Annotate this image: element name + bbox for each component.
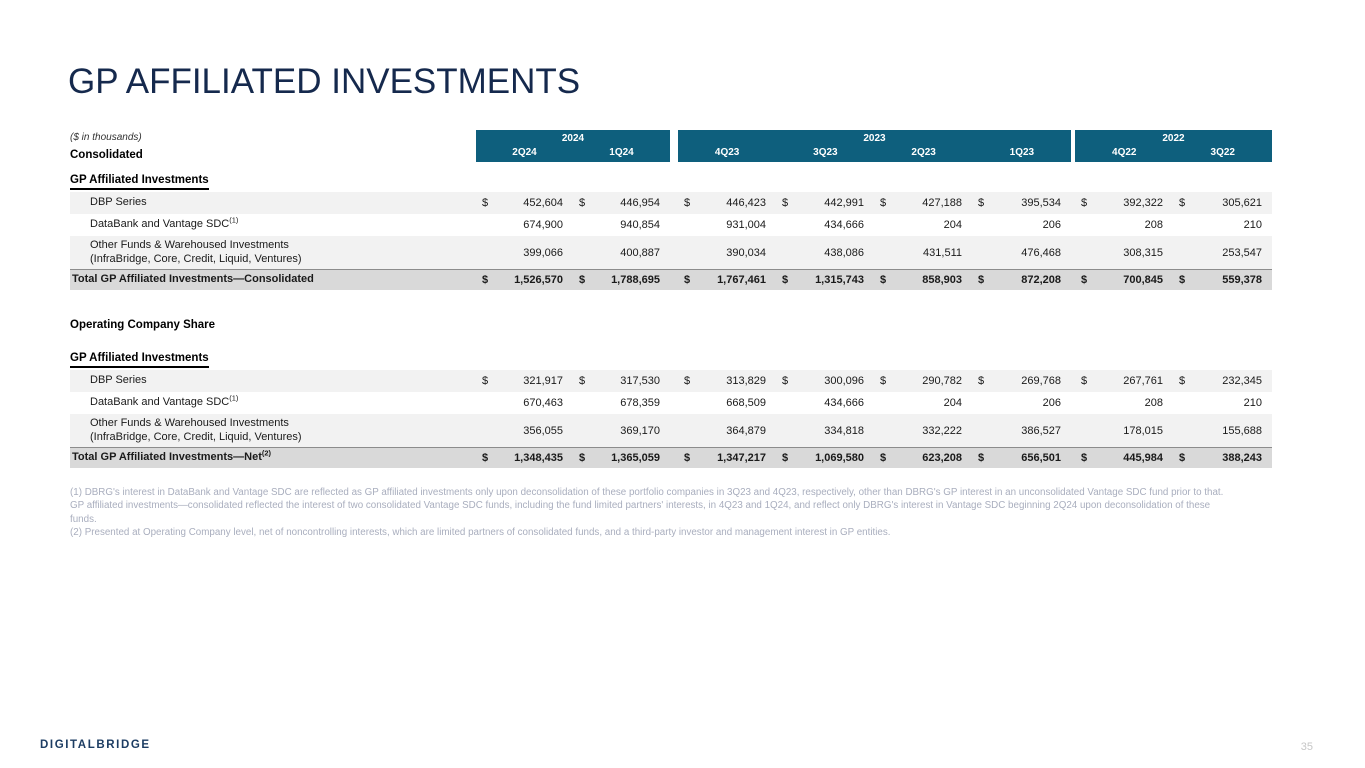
row-label-text: Total GP Affiliated Investments—Consolidated	[72, 273, 314, 286]
value-cell	[874, 192, 972, 214]
quarter-label: 1Q24	[609, 147, 634, 158]
year-label: 2024	[561, 133, 585, 144]
cell-value: 427,188	[922, 197, 962, 209]
value-cell	[972, 270, 1071, 290]
value-cell	[573, 214, 670, 236]
year-groups	[476, 130, 1272, 162]
logo-text-bridge: BRIDGE	[96, 739, 151, 751]
dollar-sign: $	[684, 274, 691, 286]
cell-value: 388,243	[1222, 452, 1262, 464]
value-cell	[874, 236, 972, 269]
value-cell	[678, 370, 776, 392]
dollar-sign: $	[1081, 197, 1088, 209]
header-left	[70, 130, 476, 162]
cell-value: 1,788,695	[611, 274, 660, 286]
cell-value: 1,348,435	[514, 452, 563, 464]
digitalbridge-logo	[40, 739, 151, 751]
value-cell	[1173, 270, 1272, 290]
value-cell	[573, 448, 670, 468]
value-cell	[874, 270, 972, 290]
dollar-sign: $	[482, 274, 489, 286]
dollar-sign: $	[1081, 452, 1088, 464]
value-cell	[1173, 236, 1272, 269]
cell-value: 434,666	[824, 219, 864, 231]
subheader-operating-company: GP Affiliated Investments	[70, 348, 1272, 370]
value-cell	[1075, 414, 1173, 447]
value-cell	[1075, 392, 1173, 414]
table-row	[70, 392, 1272, 414]
cell-value: 290,782	[922, 375, 962, 387]
year-group	[1075, 130, 1272, 162]
cell-value: 1,767,461	[717, 274, 766, 286]
cell-value: 940,854	[620, 219, 660, 231]
cell-value: 1,069,580	[815, 452, 864, 464]
year-group	[476, 130, 670, 162]
row-label: Other Funds & Warehoused Investments (InfraBridge, Core, Credit, Liquid, Ventures)	[90, 416, 302, 443]
row-label	[70, 215, 476, 232]
section-label-consolidated: Consolidated	[70, 149, 143, 161]
value-cell	[476, 192, 573, 214]
cell-value: 210	[1243, 219, 1262, 231]
value-cell	[1173, 370, 1272, 392]
dollar-sign: $	[782, 375, 789, 387]
cell-value: 392,322	[1123, 197, 1163, 209]
dollar-sign: $	[782, 197, 789, 209]
cell-value: 321,917	[523, 375, 563, 387]
value-cell	[972, 192, 1071, 214]
cell-value: 452,604	[523, 197, 563, 209]
value-cell	[1173, 414, 1272, 447]
dollar-sign: $	[978, 197, 985, 209]
quarter-label: 4Q23	[714, 147, 740, 158]
dollar-sign: $	[1179, 375, 1186, 387]
row-label-text: DataBank and Vantage SDC	[90, 218, 230, 231]
cell-value: 313,829	[726, 375, 766, 387]
value-cell	[776, 392, 874, 414]
dollar-sign: $	[482, 375, 489, 387]
value-cell	[573, 236, 670, 269]
value-cell	[972, 370, 1071, 392]
dollar-sign: $	[880, 452, 887, 464]
page-number: 35	[1300, 741, 1313, 753]
cell-value: 210	[1243, 397, 1262, 409]
value-cell	[573, 414, 670, 447]
cell-value: 334,818	[824, 424, 864, 437]
dollar-sign: $	[579, 274, 586, 286]
cell-value: 155,688	[1222, 424, 1262, 437]
cell-value: 204	[943, 219, 962, 231]
cell-value: 206	[1042, 219, 1061, 231]
dollar-sign: $	[1179, 274, 1186, 286]
table-row	[70, 414, 1272, 447]
row-label	[70, 393, 476, 410]
cell-value: 858,903	[922, 274, 962, 286]
row-label-text: Other Funds & Warehoused Investments	[90, 416, 289, 429]
page-title: GP AFFILIATED INVESTMENTS	[68, 62, 581, 101]
value-cell	[573, 192, 670, 214]
total-row	[70, 447, 1272, 468]
quarter-label: 2Q23	[911, 147, 936, 158]
cell-value: 656,501	[1021, 452, 1061, 464]
value-cell	[1173, 448, 1272, 468]
cell-value: 446,954	[620, 197, 660, 209]
value-cell	[1173, 214, 1272, 236]
footnote-ref: (1)	[229, 215, 239, 225]
cell-value: 670,463	[523, 397, 563, 409]
cell-value: 356,055	[523, 424, 563, 437]
cell-value: 438,086	[824, 246, 864, 259]
dollar-sign: $	[1081, 274, 1088, 286]
quarter-labels	[678, 146, 1071, 162]
dollar-sign: $	[579, 375, 586, 387]
value-cell	[776, 448, 874, 468]
value-cell	[678, 392, 776, 414]
table-row	[70, 370, 1272, 392]
row-label: Other Funds & Warehoused Investments (InfraBridge, Core, Credit, Liquid, Ventures)	[90, 238, 302, 265]
row-label-text: DBP Series	[90, 196, 147, 209]
consolidated-rows	[70, 192, 1272, 290]
value-cell	[678, 192, 776, 214]
footnote-ref: (1)	[229, 393, 239, 403]
cell-value: 1,315,743	[815, 274, 864, 286]
value-cell	[1075, 270, 1173, 290]
value-cell	[1075, 448, 1173, 468]
quarter-label: 3Q23	[813, 147, 838, 158]
value-cell	[972, 236, 1071, 269]
table-row	[70, 214, 1272, 236]
quarter-label: 1Q23	[1009, 147, 1035, 158]
cell-value: 364,879	[726, 424, 766, 437]
cell-value: 395,534	[1021, 197, 1061, 209]
cell-value: 386,527	[1021, 424, 1061, 437]
dollar-sign: $	[1081, 375, 1088, 387]
cell-value: 931,004	[726, 219, 766, 231]
footnotes	[70, 486, 1235, 539]
subheader-consolidated: GP Affiliated Investments	[70, 170, 1272, 192]
row-label	[70, 448, 476, 465]
dollar-sign: $	[880, 375, 887, 387]
row-label-text: Total GP Affiliated Investments—Net	[72, 451, 262, 464]
cell-value: 308,315	[1123, 246, 1163, 259]
dollar-sign: $	[1179, 452, 1186, 464]
value-cell	[972, 214, 1071, 236]
value-cell	[776, 270, 874, 290]
value-cell	[776, 370, 874, 392]
cell-value: 399,066	[523, 246, 563, 259]
cell-value: 267,761	[1123, 375, 1163, 387]
dollar-sign: $	[978, 452, 985, 464]
value-cell	[874, 392, 972, 414]
cell-value: 431,511	[923, 246, 962, 259]
value-cell	[776, 192, 874, 214]
dollar-sign: $	[1179, 197, 1186, 209]
cell-value: 400,887	[620, 246, 660, 259]
footnote: (2) Presented at Operating Company level, net of noncontrolling interests, which are limited partners of consolidated funds, and a third-party investor and management interest in GP entities.	[70, 526, 891, 538]
dollar-sign: $	[782, 274, 789, 286]
value-cell	[678, 270, 776, 290]
value-cell	[874, 214, 972, 236]
cell-value: 208	[1144, 397, 1163, 409]
value-cell	[1075, 192, 1173, 214]
quarter-labels	[1075, 146, 1272, 162]
value-cell	[874, 370, 972, 392]
value-cell	[573, 270, 670, 290]
year-label: 2023	[863, 133, 886, 144]
total-row	[70, 269, 1272, 290]
cell-value: 317,530	[620, 375, 660, 387]
dollar-sign: $	[880, 197, 887, 209]
footnote-ref: (2)	[261, 448, 272, 458]
dollar-sign: $	[684, 375, 691, 387]
cell-value: 434,666	[824, 397, 864, 409]
cell-value: 305,621	[1222, 197, 1262, 209]
cell-value: 253,547	[1222, 246, 1262, 259]
cell-value: 332,222	[922, 424, 962, 437]
operating-company-rows	[70, 370, 1272, 468]
cell-value: 445,984	[1123, 452, 1163, 464]
cell-value: 208	[1144, 219, 1163, 231]
section-label-operating-company: Operating Company Share	[70, 319, 216, 331]
value-cell	[1173, 192, 1272, 214]
table-row	[70, 236, 1272, 269]
cell-value: 390,034	[726, 246, 766, 259]
section-gap	[70, 290, 1272, 314]
row-label	[70, 196, 476, 210]
value-cell	[874, 414, 972, 447]
units-note: ($ in thousands)	[70, 132, 142, 143]
quarter-label: 3Q22	[1210, 147, 1235, 158]
value-cell	[573, 370, 670, 392]
value-cell	[476, 236, 573, 269]
cell-value: 446,423	[726, 197, 766, 209]
quarter-labels	[476, 146, 670, 162]
value-cell	[476, 270, 573, 290]
footnote: (1) DBRG's interest in DataBank and Vantage SDC are reflected as GP affiliated investments only upon deconsolidation of these portfolio companies in 3Q23 and 4Q23, respectively, other than DBRG's GP interest in an unconsolidated Vantage SDC fund prior to that. GP affiliated investments—consolidated reflected the interest of two consolidated Vantage SDC funds, including the fund limited partners' interests, in 4Q23 and 1Q24, and reflect only DBRG's interest in Vantage SDC beginning 2Q24 upon deconsolidation of these funds.	[70, 487, 1224, 525]
cell-value: 1,526,570	[514, 274, 563, 286]
row-label	[70, 273, 476, 287]
value-cell	[476, 370, 573, 392]
cell-value: 1,365,059	[611, 452, 660, 464]
cell-value: 476,468	[1021, 246, 1061, 259]
value-cell	[1173, 392, 1272, 414]
cell-value: 300,096	[824, 375, 864, 387]
cell-value: 559,378	[1222, 274, 1262, 286]
year-label: 2022	[1162, 133, 1185, 144]
value-cell	[678, 214, 776, 236]
cell-value: 668,509	[726, 397, 766, 409]
value-cell	[678, 414, 776, 447]
row-label-text: DBP Series	[90, 374, 147, 387]
value-cell	[1075, 236, 1173, 269]
cell-value: 700,845	[1123, 274, 1163, 286]
cell-value: 1,347,217	[717, 452, 766, 464]
table-row	[70, 192, 1272, 214]
row-label	[70, 374, 476, 388]
value-cell	[874, 448, 972, 468]
row-label-text: Other Funds & Warehoused Investments	[90, 238, 289, 251]
dollar-sign: $	[684, 452, 691, 464]
value-cell	[1075, 214, 1173, 236]
dollar-sign: $	[482, 452, 489, 464]
cell-value: 678,359	[620, 397, 660, 409]
dollar-sign: $	[978, 375, 985, 387]
table-header	[70, 130, 1272, 162]
dollar-sign: $	[579, 452, 586, 464]
value-cell	[972, 448, 1071, 468]
quarter-label: 2Q24	[512, 147, 537, 158]
year-group	[678, 130, 1071, 162]
row-label-text: DataBank and Vantage SDC	[90, 396, 230, 409]
value-cell	[476, 392, 573, 414]
value-cell	[776, 214, 874, 236]
dollar-sign: $	[579, 197, 586, 209]
value-cell	[776, 414, 874, 447]
quarter-label: 4Q22	[1112, 147, 1137, 158]
dollar-sign: $	[482, 197, 489, 209]
cell-value: 232,345	[1222, 375, 1262, 387]
dollar-sign: $	[684, 197, 691, 209]
value-cell	[573, 392, 670, 414]
value-cell	[476, 414, 573, 447]
cell-value: 206	[1042, 397, 1061, 409]
cell-value: 369,170	[620, 424, 660, 437]
value-cell	[678, 236, 776, 269]
cell-value: 623,208	[922, 452, 962, 464]
dollar-sign: $	[880, 274, 887, 286]
gp-investments-table	[70, 130, 1272, 468]
dollar-sign: $	[782, 452, 789, 464]
value-cell	[1075, 370, 1173, 392]
logo-text-digital: DIGITAL	[40, 739, 97, 751]
cell-value: 674,900	[523, 219, 563, 231]
value-cell	[476, 214, 573, 236]
cell-value: 872,208	[1021, 274, 1061, 286]
value-cell	[972, 414, 1071, 447]
value-cell	[476, 448, 573, 468]
cell-value: 204	[943, 397, 962, 409]
cell-value: 178,015	[1123, 424, 1163, 437]
cell-value: 442,991	[824, 197, 864, 209]
value-cell	[678, 448, 776, 468]
cell-value: 269,768	[1021, 375, 1061, 387]
value-cell	[972, 392, 1071, 414]
value-cell	[776, 236, 874, 269]
dollar-sign: $	[978, 274, 985, 286]
